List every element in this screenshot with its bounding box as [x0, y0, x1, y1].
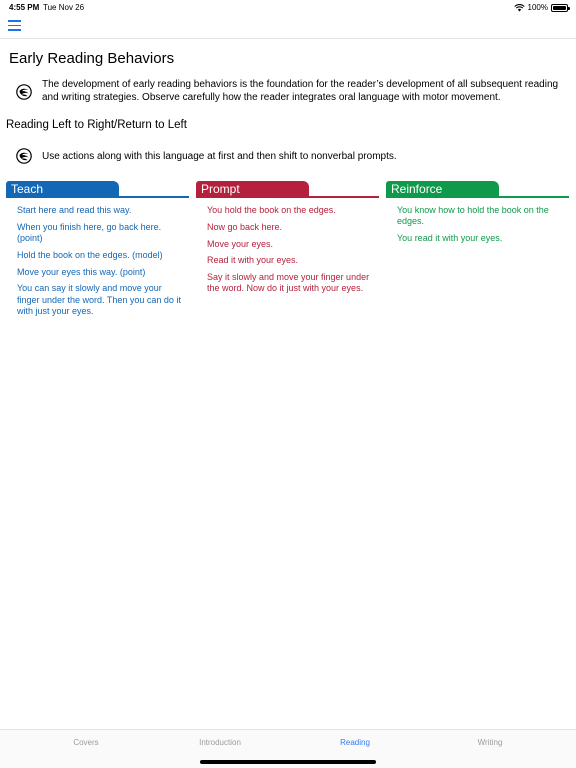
prompt-item: You hold the book on the edges. [207, 205, 336, 215]
hamburger-menu-icon[interactable] [8, 20, 22, 31]
tab-reading[interactable]: Reading [340, 738, 370, 747]
prompt-underline [196, 196, 379, 198]
menu-line [8, 29, 21, 31]
tab-covers[interactable]: Covers [73, 738, 99, 747]
prompt-item: Read it with your eyes. [207, 255, 299, 266]
teach-list [6, 205, 189, 317]
status-date: Tue Nov 26 [43, 3, 85, 12]
battery-icon [551, 4, 568, 12]
prompt-header [196, 181, 379, 199]
reinforce-label: Reinforce [391, 182, 443, 196]
battery-percent: 100% [527, 3, 548, 12]
teach-header [6, 181, 189, 199]
teach-item: You can say it slowly and move your finger under the word. Then you can do it with just your eyes. [17, 283, 181, 317]
reinforce-column [386, 181, 569, 250]
reinforce-list [386, 205, 569, 244]
reinforce-item: You read it with your eyes. [397, 233, 503, 244]
reinforce-tab [386, 181, 499, 196]
swirl-bullet-icon [16, 84, 32, 100]
nav-bar [0, 14, 576, 39]
columns [6, 181, 570, 341]
reinforce-header [386, 181, 569, 199]
status-right [514, 3, 568, 12]
section-heading: Reading Left to Right/Return to Left [6, 119, 187, 131]
note-text: Use actions along with this language at first and then shift to nonverbal prompts. [42, 150, 397, 162]
prompt-label: Prompt [201, 182, 240, 196]
swirl-bullet-icon [16, 148, 32, 164]
teach-column [6, 181, 189, 323]
status-bar [0, 0, 576, 14]
teach-item: Move your eyes this way. (point) [17, 266, 146, 277]
teach-item: Hold the book on the edges. (model) [17, 249, 163, 260]
menu-line [8, 20, 21, 22]
home-indicator[interactable] [200, 760, 376, 764]
intro-text: The development of early reading behaviors is the foundation for the reader’s development of all subsequent reading and writing strategies. Observe carefully how the reader integrates oral language with motor movement. [42, 79, 559, 103]
teach-underline [6, 196, 189, 198]
teach-item: Start here and read this way. [17, 205, 132, 215]
teach-tab [6, 181, 119, 196]
menu-line [8, 25, 21, 27]
note-row [16, 148, 568, 164]
intro-row [16, 78, 568, 104]
tab-introduction[interactable]: Introduction [199, 738, 241, 747]
prompt-item: Say it slowly and move your finger under the word. Now do it just with your eyes. [207, 272, 370, 294]
prompt-tab [196, 181, 309, 196]
prompt-item: Move your eyes. [207, 238, 274, 249]
page-title: Early Reading Behaviors [9, 50, 175, 67]
prompt-column [196, 181, 379, 300]
status-time: 4:55 PM [9, 3, 40, 12]
tab-writing[interactable]: Writing [477, 738, 503, 747]
teach-label: Teach [11, 182, 44, 196]
wifi-icon [514, 4, 525, 12]
reinforce-underline [386, 196, 569, 198]
bottom-tab-bar [0, 729, 576, 768]
reinforce-item: You know how to hold the book on the edges. [397, 205, 549, 227]
prompt-list [196, 205, 379, 295]
prompt-item: Now go back here. [207, 221, 283, 232]
battery-fill [553, 6, 566, 10]
teach-item: When you finish here, go back here. (point) [17, 221, 162, 244]
